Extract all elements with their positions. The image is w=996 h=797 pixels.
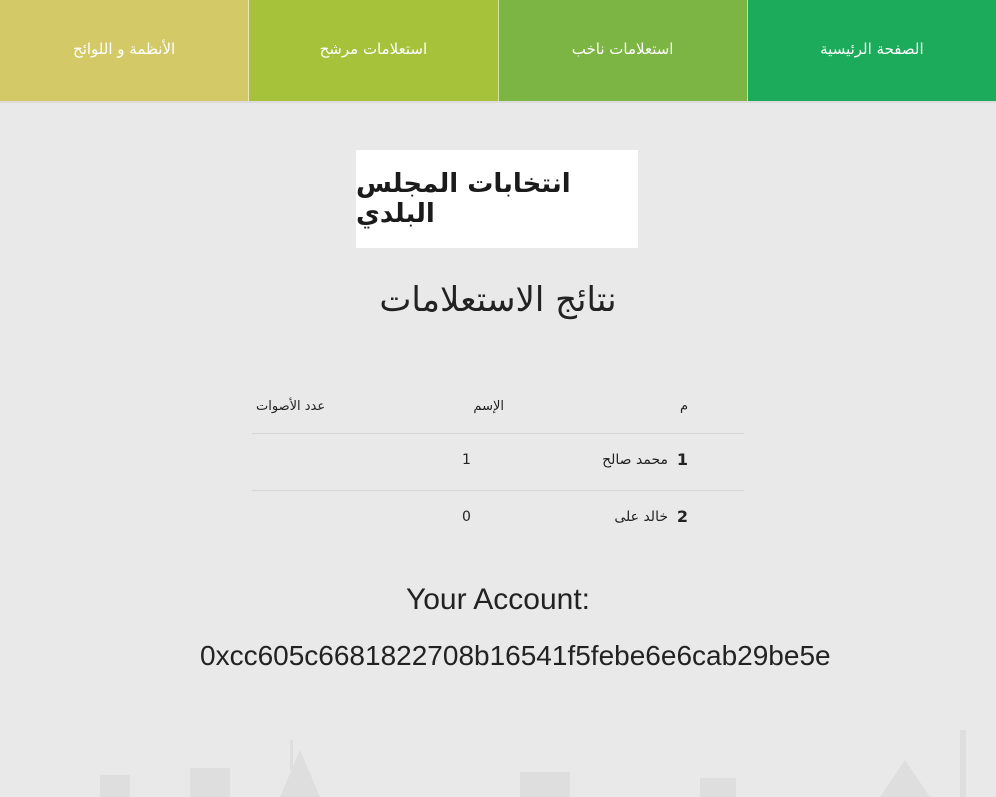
nav-candidate-inquiries[interactable]: استعلامات مرشح	[249, 0, 498, 101]
table-row	[252, 434, 744, 491]
results-table	[252, 385, 744, 547]
page-title: انتخابات المجلس البلدي	[356, 169, 571, 229]
row-num: 1	[676, 450, 688, 469]
header-num: م	[679, 399, 688, 414]
row-name: محمد صالح	[602, 452, 668, 468]
header-name: الإسم	[473, 399, 504, 414]
row-votes: 1	[462, 452, 471, 468]
top-navigation	[0, 0, 996, 103]
page-title-box	[356, 150, 638, 248]
nav-voter-inquiries[interactable]: استعلامات ناخب	[499, 0, 748, 101]
skyline-decoration	[0, 720, 996, 797]
row-votes: 0	[462, 509, 471, 525]
nav-regulations[interactable]: الأنظمة و اللوائح	[0, 0, 249, 101]
results-heading: نتائج الاستعلامات	[379, 280, 617, 320]
table-row	[252, 491, 744, 547]
row-num: 2	[676, 507, 688, 526]
row-name: خالد على	[614, 509, 668, 525]
account-label: Your Account:	[405, 583, 591, 616]
header-votes: عدد الأصوات	[256, 399, 326, 414]
nav-home[interactable]: الصفحة الرئيسية	[748, 0, 996, 101]
account-address: 0xcc605c6681822708b16541f5febe6e6cab29be5e	[200, 640, 831, 671]
table-header-row	[252, 385, 744, 434]
